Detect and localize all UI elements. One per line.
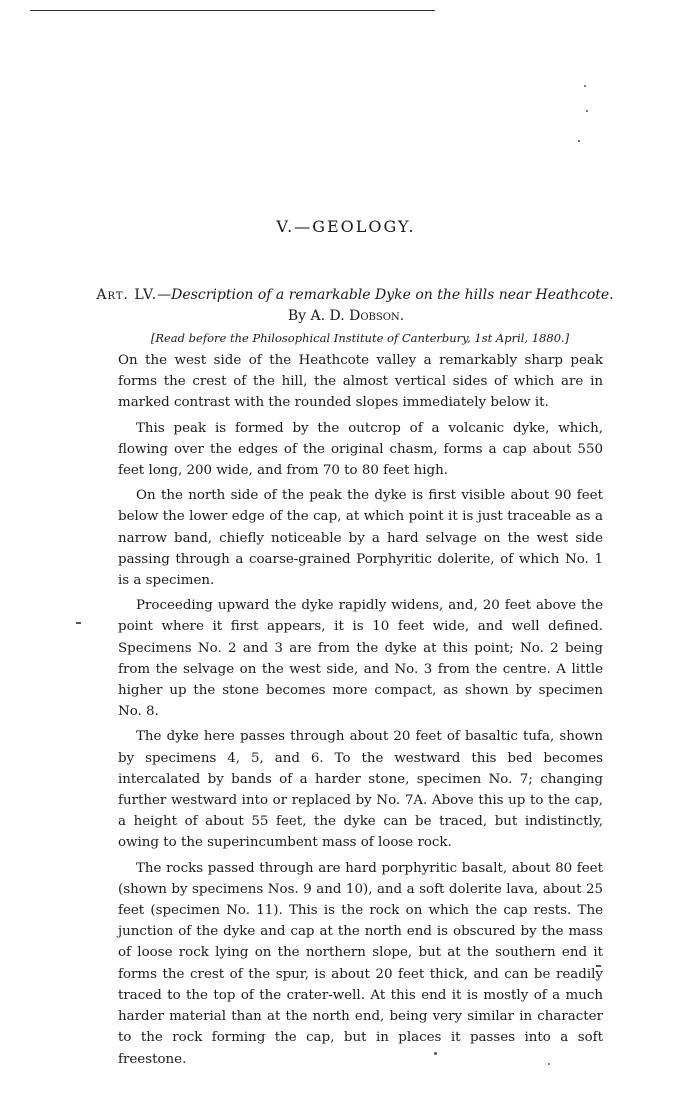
scan-speck	[578, 140, 580, 142]
article-dash: —	[157, 287, 172, 303]
paragraph-4: Proceeding upward the dyke rapidly widens, and, 20 feet above the point where it first appears, it is 10 feet wide, and well defined. Specimens No. 2 and 3 are from the dyke at this point; No. 2 being from the selvage on the west side, and No. 3 from the centre. A little higher up the stone becomes more compact, as shown by specimen No. 8.	[118, 598, 603, 720]
paragraph-3: On the north side of the peak the dyke is first visible about 90 feet below the lower edge of the cap, at which point it is just traceable as a narrow band, chiefly noticeable by a hard selvage on the west side passing through a coarse-grained Porphyritic dolerite, of which No. 1 is a specimen.	[118, 488, 603, 589]
scan-speck	[596, 965, 601, 967]
article-title	[30, 287, 680, 303]
author-name: A. D. Dobson.	[310, 308, 405, 324]
scan-speck	[76, 622, 81, 624]
paragraph-2: This peak is formed by the outcrop of a volcanic dyke, which, flowing over the edges of the original chasm, forms a cap about 550 feet long, 200 wide, and from 70 to 80 feet high.	[118, 420, 603, 479]
scan-speck	[584, 85, 586, 87]
paragraph-1: On the west side of the Heathcote valley a remarkably sharp peak forms the crest of the hill, the almost vertical sides of which are in marked contrast with the rounded slopes immediately below it.	[118, 353, 603, 411]
scan-speck	[586, 110, 588, 112]
section-title: V.—GEOLOGY.	[276, 217, 416, 236]
article-description: Description of a remarkable Dyke on the hills near Heathcote.	[171, 287, 614, 303]
article-body	[118, 350, 603, 1070]
scan-speck	[548, 1063, 550, 1065]
article-label: Art. LV.	[96, 287, 158, 303]
paragraph-5: The dyke here passes through about 20 feet of basaltic tufa, shown by specimens 4, 5, and 6. To the westward this bed becomes intercalated by bands of a harder stone, specimen No. 7; changing further westward into or replaced by No. 7A. Above this up to the cap, a height of about 55 feet, the dyke can be traced, but indistinctly, owing to the superincumbent mass of loose rock.	[118, 729, 603, 851]
scan-speck	[434, 1052, 437, 1055]
paragraph-6: The rocks passed through are hard porphyritic basalt, about 80 feet (shown by specimens Nos. 9 and 10), and a soft dolerite lava, about 25 feet (specimen No. 11). This is the rock on which the cap rests. The junction of the dyke and cap at the north end is obscured by the mass of loose rock lying on the northern slope, but at the southern end it forms the crest of the spur, is about 20 feet thick, and can be readily traced to the top of the crater-well. At this end it is mostly of a much harder material than at the north end, being very similar in character to the rock forming the cap, but in places it passes into a soft freestone.	[118, 860, 603, 1067]
byline-prefix: By	[287, 308, 311, 324]
top-rule	[30, 10, 435, 11]
byline	[0, 308, 692, 324]
read-note: [Read before the Philosophical Institute of Canterbury, 1st April, 1880.]	[150, 331, 570, 345]
